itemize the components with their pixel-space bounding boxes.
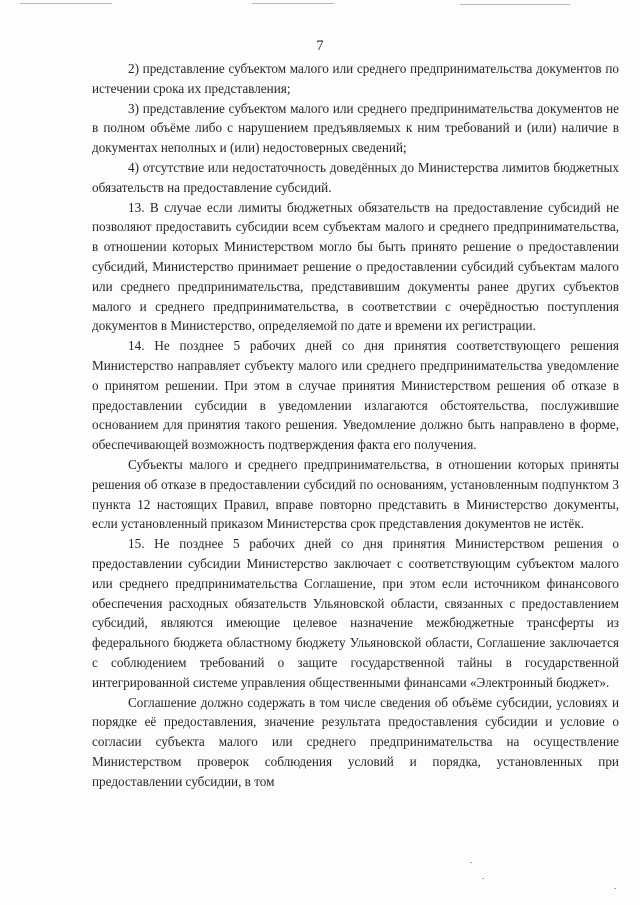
paragraph-agreement-contents: Соглашение должно содержать в том числе сведения об объёме субсидии, условиях и порядке её предоставления, значение результата предоставления субсидии и условие о согласии субъекта малого или среднего предпринимательства на осуществление Министерством проверок соблюдения условий и порядка, установленных при предоставлении субсидии, в том — [92, 694, 619, 789]
paragraph-resubmission: Субъекты малого и среднего предпринимательства, в отношении которых приняты решения об отказе в предоставлении субсидий по основаниям, установленным подпунктом 3 пункта 12 настоящих Правил, вправе повторно представить в Министерство документы, если установленный приказом Министерства срок представления документов не истёк. — [92, 456, 619, 532]
document-body — [92, 59, 619, 791]
paragraph-section-15: 15. Не позднее 5 рабочих дней со дня принятия Министерством решения о предоставлении субсидии Министерство заключает с соответствующим субъектом малого или среднего предпринимательства Соглашение, при этом если источником финансового обеспечения расходных обязательств Ульяновской области, связанных с предоставлением субсидий, являются имеющие целевое назначение межбюджетные трансферты из федерального бюджета областному бюджету Ульяновской области, Соглашение заключается с соблюдением требований о защите государственной тайны в государственной интегрированной системе управления общественными финансами «Электронный бюджет». — [92, 536, 619, 690]
scan-artifact-line — [252, 3, 334, 4]
scan-artifact-dot — [614, 888, 616, 889]
paragraph-section-14: 14. Не позднее 5 рабочих дней со дня принятия соответствующего решения Министерство направляет субъекту малого или среднего предпринимательства уведомление о принятом решении. При этом в случае принятия Министерством решения об отказе в предоставлении субсидии в уведомлении излагаются обстоятельства, послужившие основанием для принятия такого решения. Уведомление должно быть направлено в форме, обеспечивающей возможность подтверждения факта его получения. — [92, 338, 619, 453]
scan-artifact-dot — [470, 862, 472, 863]
paragraph-item-4: 4) отсутствие или недостаточность доведённых до Министерства лимитов бюджетных обязательств на предоставление субсидий. — [92, 159, 619, 195]
scan-artifact-line — [20, 3, 112, 4]
page-number: 7 — [316, 38, 324, 54]
scan-artifact-line — [460, 4, 570, 5]
paragraph-section-13: 13. В случае если лимиты бюджетных обязательств на предоставление субсидий не позволяют предоставить субсидии всем субъектам малого и среднего предпринимательства, в отношении которых Министерством могло бы быть принято решение о предоставлении субсидий, Министерство принимает решение о предоставлении субсидий субъектам малого или среднего предпринимательства, представившим документы ранее других субъектов малого и среднего предпринимательства, в соответствии с очерёдностью поступления документов в Министерство, определяемой по дате и времени их регистрации. — [92, 199, 619, 334]
paragraph-item-3: 3) представление субъектом малого или среднего предпринимательства документов не в полном объёме либо с нарушением предъявляемых к ним требований и (или) наличие в документах неполных и (или) недостоверных сведений; — [92, 100, 619, 156]
paragraph-item-2: 2) представление субъектом малого или среднего предпринимательства документов по истечении срока их представления; — [92, 61, 619, 96]
scan-artifact-dot — [482, 878, 484, 879]
